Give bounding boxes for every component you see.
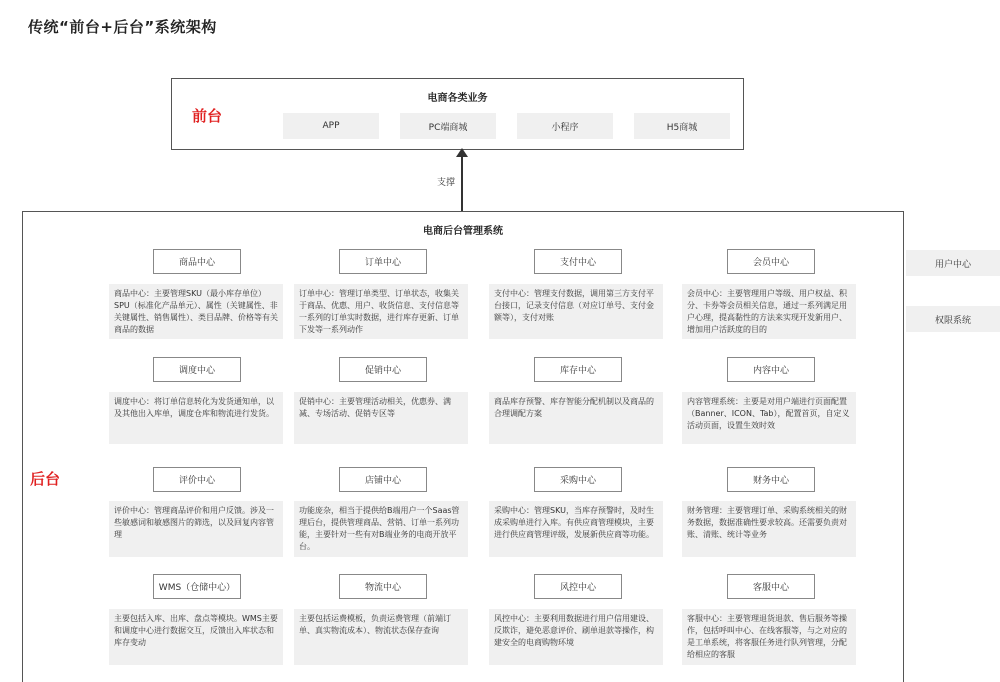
module-title: 风控中心 (534, 574, 622, 599)
module-title: 物流中心 (339, 574, 427, 599)
module-description: 主要包括入库、出库、盘点等模块。WMS主要和调度中心进行数据交互，反馈出入库状态和库存变动 (109, 609, 283, 665)
module-description: 客服中心：主要管理退货退款、售后服务等操作，包括呼叫中心、在线客服等，与之对应的是工单系统，将客服任务进行队列管理，分配给相应的客服 (682, 609, 856, 665)
module-title: 促销中心 (339, 357, 427, 382)
support-arrow-label: 支撑 (437, 178, 456, 188)
module-description: 商品中心：主要管理SKU（最小库存单位）SPU（标准化产品单元）、属性（关键属性、非关键属性、销售属性）、类目品牌、价格等有关商品的数据 (109, 284, 283, 339)
side-system-user-center: 用户中心 (906, 250, 1000, 276)
module-description: 功能庞杂，相当于提供给B端用户一个Saas管理后台，提供管理商品、营销、订单一系列功能，主要针对一些有对B端业务的电商开放平台。 (294, 501, 468, 557)
module-title: 调度中心 (153, 357, 241, 382)
support-arrow-line (461, 156, 463, 211)
backend-title: 电商后台管理系统 (423, 226, 503, 237)
module-title: WMS（仓储中心） (153, 574, 241, 599)
module-title: 财务中心 (727, 467, 815, 492)
channel-app: APP (283, 113, 379, 139)
frontend-label: 前台 (192, 107, 223, 125)
module-title: 会员中心 (727, 249, 815, 274)
module-title: 客服中心 (727, 574, 815, 599)
frontend-title: 电商各类业务 (427, 93, 488, 104)
module-description: 评价中心：管理商品评价和用户反馈。涉及一些敏感词和敏感图片的筛选，以及回复内容管理 (109, 501, 283, 557)
module-title: 内容中心 (727, 357, 815, 382)
page-title: 传统“前台+后台”系统架构 (28, 18, 217, 36)
side-system-permission: 权限系统 (906, 306, 1000, 332)
backend-label: 后台 (30, 470, 61, 488)
module-title: 库存中心 (534, 357, 622, 382)
module-description: 主要包括运费模板，负责运费管理（前端订单、真实物流成本）、物流状态保存查询 (294, 609, 468, 665)
module-description: 风控中心：主要利用数据进行用户信用建设、反欺诈，避免恶意评价、刷单退款等操作，构建安全的电商购物环境 (489, 609, 663, 665)
module-description: 采购中心：管理SKU，当库存预警时，及时生成采购单进行入库。有供应商管理模块，主要进行供应商管理评级，发展新供应商等功能。 (489, 501, 663, 557)
module-title: 评价中心 (153, 467, 241, 492)
module-description: 内容管理系统：主要是对用户端进行页面配置（Banner、ICON、Tab），配置首页，自定义活动页面，设置生效时效 (682, 392, 856, 444)
backend-box (22, 211, 904, 682)
module-title: 采购中心 (534, 467, 622, 492)
module-description: 财务管理：主要管理订单、采购系统相关的财务数据，数据准确性要求较高。还需要负责对账、清账、统计等业务 (682, 501, 856, 557)
module-description: 订单中心：管理订单类型、订单状态，收集关于商品、优惠、用户、收货信息、支付信息等一系列的订单实时数据，进行库存更新、订单下发等一系列动作 (294, 284, 468, 339)
module-title: 支付中心 (534, 249, 622, 274)
module-description: 支付中心：管理支付数据，调用第三方支付平台接口，记录支付信息（对应订单号、支付金额等），支付对账 (489, 284, 663, 339)
module-description: 促销中心：主要管理活动相关，优惠券、满减、专场活动、促销专区等 (294, 392, 468, 444)
frontend-box (171, 78, 744, 150)
module-description: 会员中心：主要管理用户等级、用户权益、积分、卡券等会员相关信息，通过一系列满足用户心理，提高黏性的方法来实现开发新用户、增加用户活跃度的目的 (682, 284, 856, 339)
module-description: 调度中心：将订单信息转化为发货通知单，以及其他出入库单，调度仓库和物流进行发货。 (109, 392, 283, 444)
module-title: 商品中心 (153, 249, 241, 274)
module-description: 商品库存预警、库存智能分配机制以及商品的合理调配方案 (489, 392, 663, 444)
channel-miniprogram: 小程序 (517, 113, 613, 139)
module-title: 订单中心 (339, 249, 427, 274)
channel-h5: H5商城 (634, 113, 730, 139)
channel-pc: PC端商城 (400, 113, 496, 139)
module-title: 店铺中心 (339, 467, 427, 492)
